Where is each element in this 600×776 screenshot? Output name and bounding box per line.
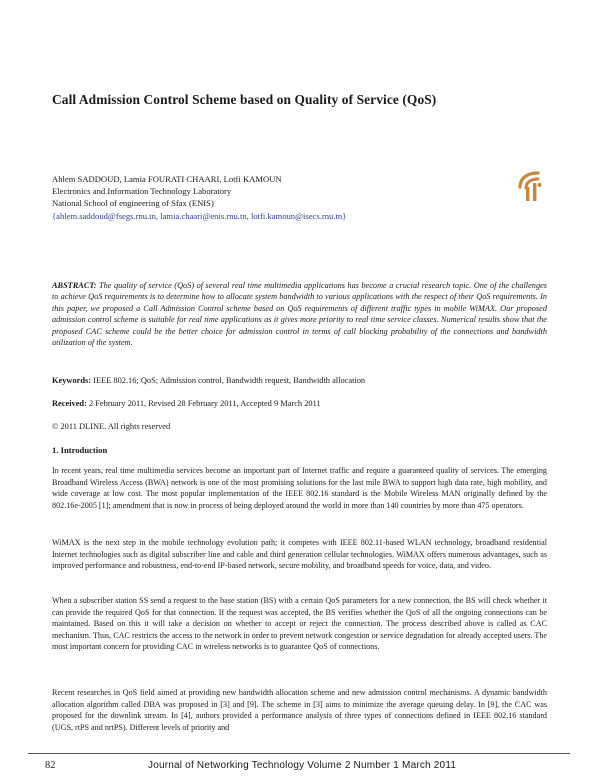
- intro-paragraph-3: When a subscriber station SS send a request to the base station (BS) with a certain QoS parameters for a new connection, the BS will check whether it can provide the required QoS for that connection. If the request was accepted, the BS verifies whether the QoS of all the ongoing connections can be maintained. Based on this it will take a decision on whether to accept or reject the connection. The process described above is called as CAC mechanism. Thus, CAC restricts the access to the network in order to prevent network congestion or service degradation for already accepted users. The most important concern for providing CAC in wireless networks is to guarantee QoS of connections.: [52, 596, 547, 651]
- logo-dot: [538, 183, 542, 187]
- paper-title: Call Admission Control Scheme based on Quality of Service (QoS): [52, 92, 437, 107]
- journal-logo-icon: [516, 169, 544, 203]
- footer-rule: [28, 753, 570, 754]
- abstract-text: The quality of service (QoS) of several real time multimedia applications has become a crucial research topic. One of the challenges to achieve QoS requirements is to determine how to allocate system bandwidth to various applications with the respect of their QoS requirements. In this paper, we proposed a Call Admission Control scheme based on QoS requirements of different traffic types in mobile WiMAX. Our proposed admission control scheme is suitable for real time applications as it gives more priority to real time service classes. Numerical results show that the proposed CAC scheme could be the better choice for admission control in terms of call blocking probability of the connections and bandwidth utilization of the system.: [52, 281, 548, 348]
- logo-bar-left: [526, 187, 529, 201]
- keywords-line: [52, 375, 547, 386]
- journal-footer: Journal of Networking Technology Volume 2 Number 1 March 2011: [148, 760, 457, 771]
- intro-paragraph-2: WiMAX is the next step in the mobile technology evolution path; it competes with IEEE 802.11-based WLAN technology, broadband residential Internet technologies such as digital subscriber line and cable and third generation cellular technologies. WiMAX offers numerous advantages, such as improved performance and robustness, end-to-end IP-based network, secure mobility, and broadband speeds for voice, data, and video.: [52, 538, 547, 570]
- page-number: 82: [45, 760, 56, 771]
- affiliation-line-2: National School of engineering of Sfax (ENIS): [52, 198, 214, 209]
- author-block: [52, 173, 452, 222]
- keywords-text: IEEE 802.16; QoS; Admission control, Bandwidth request, Bandwidth allocation: [93, 376, 366, 385]
- intro-paragraph-4: Recent researches in QoS field aimed at providing new bandwidth allocation scheme and new admission control mechanisms. A dynamic bandwidth allocation algorithm called DBA was proposed in [3] and [9]. The scheme in [3] aims to minimize the average queuing delay. In [9], the CAC was proposed for the downlink stream. In [4], authors provided a performance analysis of three types of connections defined in IEEE 802.16 standard (UGS, rtPS and nrtPS). Different levels of priority and: [52, 688, 547, 732]
- abstract-label: ABSTRACT:: [52, 281, 97, 290]
- author-emails: {ahlem.saddoud@fsegs.rnu.tn, lamia.chaari@enis.rnu.tn, lotfi.kamoun@isecs.rnu.tn}: [52, 210, 347, 221]
- intro-paragraph-1: In recent years, real time multimedia services become an important part of Internet traffic and require a guaranteed quality of services. The emerging Broadband Wireless Access (BWA) network is one of the most promising solutions for the last mile BWA to support high data rate, high mobility, and wide coverage at low cost. The most popular implementation of the IEEE 802.16 standard is the Mobile Wireless MAN originally defined by the 802.16e-2005 [1]; amendment that is now in process of being deployed around the world in more than 140 countries by more than 475 operators.: [52, 466, 547, 510]
- affiliation-line-1: Electronics and Information Technology Laboratory: [52, 186, 232, 197]
- authors: Ahlem SADDOUD, Lamia FOURATI CHAARI, Lotfi KAMOUN: [52, 174, 282, 184]
- abstract: [52, 280, 547, 348]
- received-label: Received:: [52, 399, 87, 408]
- logo-bar-right: [533, 183, 536, 201]
- copyright-line: © 2011 DLINE. All rights reserved: [52, 422, 171, 431]
- section-heading-introduction: 1. Introduction: [52, 445, 108, 455]
- received-text: 2 February 2011, Revised 28 February 2011, Accepted 9 March 2011: [88, 399, 321, 408]
- received-line: [52, 398, 547, 409]
- keywords-label: Keywords:: [52, 376, 92, 385]
